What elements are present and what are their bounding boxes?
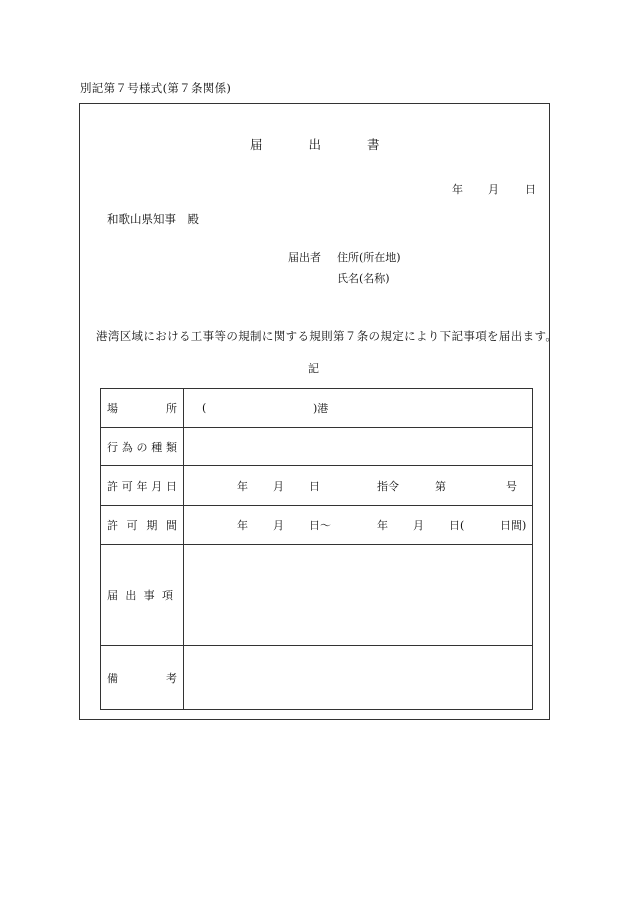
body-text: 港湾区域における工事等の規制に関する規則第７条の規定により下記事項を届出ます。	[96, 329, 558, 343]
period-start-year: 年	[237, 519, 248, 532]
row-label-permit-period: 許 可 期 間	[101, 506, 184, 545]
number-suffix: 号	[506, 479, 517, 493]
period-end-year: 年	[377, 519, 388, 532]
form-title	[250, 135, 380, 153]
title-char: 出	[308, 137, 322, 152]
title-char: 届	[250, 137, 263, 152]
permit-day: 日	[309, 479, 320, 493]
directive-label: 指令	[377, 479, 399, 493]
notifier-role: 届出者	[288, 251, 321, 264]
period-end-day: 日(	[449, 519, 465, 532]
ki-heading: 記	[308, 362, 319, 375]
period-start-month: 月	[273, 519, 284, 532]
date-year: 年	[452, 183, 463, 196]
period-end-month: 月	[413, 519, 424, 532]
form-number-label: 別記第７号様式(第７条関係)	[80, 81, 232, 95]
table-row-notice-items	[101, 545, 533, 646]
table-row-act-type	[101, 428, 533, 466]
notifier-address-label: 住所(所在地)	[337, 251, 401, 264]
row-label-permit-date: 許 可 年 月 日	[101, 466, 184, 506]
period-days: 日間)	[500, 519, 527, 532]
row-label-remarks: 備 考	[101, 646, 184, 710]
details-table	[100, 388, 533, 710]
title-char: 書	[367, 137, 380, 152]
period-start-day: 日〜	[309, 519, 331, 532]
permit-period-field[interactable]	[184, 506, 533, 545]
table-row-place	[101, 389, 533, 428]
row-label-act-type: 行 為 の 種 類	[101, 428, 184, 466]
table-row-permit-date	[101, 466, 533, 506]
act-type-field[interactable]	[184, 428, 533, 466]
place-port-suffix: )港	[313, 402, 329, 415]
date-day: 日	[525, 183, 536, 196]
remarks-field[interactable]	[184, 646, 533, 710]
table-row-permit-period	[101, 506, 533, 545]
addressee: 和歌山県知事 殿	[107, 212, 199, 226]
notice-items-field[interactable]	[184, 545, 533, 646]
row-label-notice-items: 届 出 事 項	[101, 545, 184, 646]
date-month: 月	[488, 183, 499, 196]
place-open-paren: (	[202, 401, 207, 415]
notifier-name-label: 氏名(名称)	[337, 272, 390, 285]
number-prefix: 第	[435, 479, 446, 493]
table-row-remarks	[101, 646, 533, 710]
permit-month: 月	[273, 479, 284, 493]
permit-date-field[interactable]	[184, 466, 533, 506]
place-field[interactable]	[184, 389, 533, 428]
permit-year: 年	[237, 479, 248, 493]
row-label-place: 場 所	[101, 389, 184, 428]
